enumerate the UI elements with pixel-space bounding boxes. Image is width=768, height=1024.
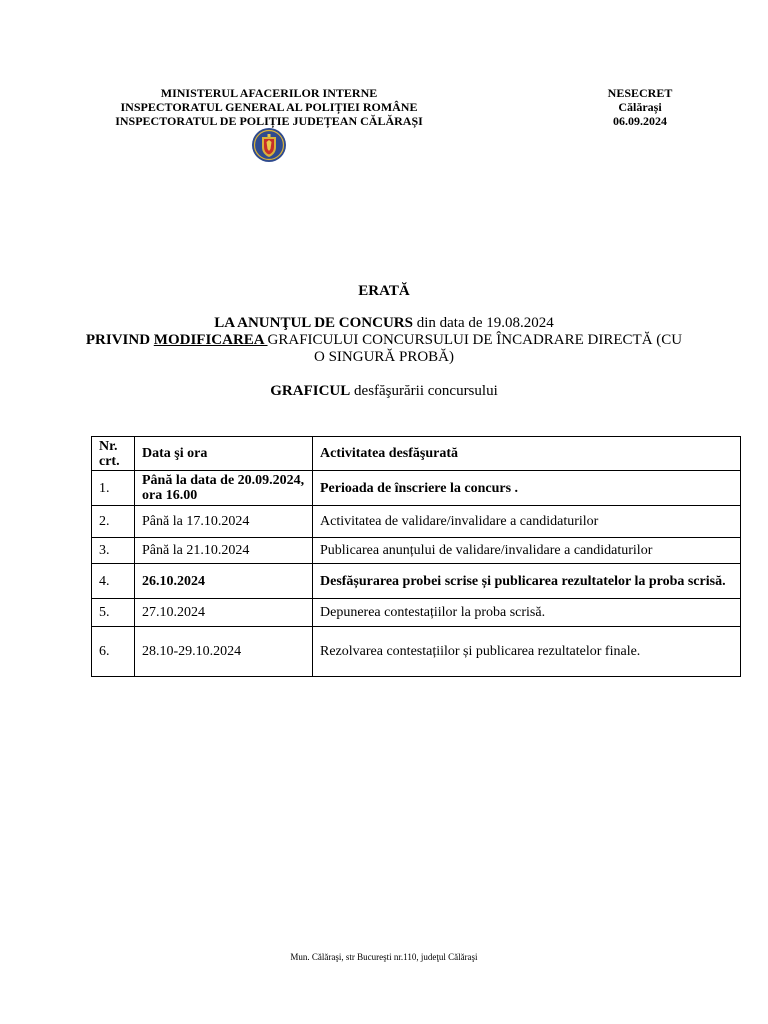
schedule-heading-bold: GRAFICUL	[270, 383, 351, 399]
document-subtitle	[80, 315, 688, 366]
row-activity: Desfășurarea probei scrise și publicarea rezultatelor la proba scrisă.	[313, 564, 741, 599]
table-row	[92, 627, 741, 677]
header-institution	[96, 86, 442, 128]
row-date: Până la 17.10.2024	[135, 506, 313, 538]
header-date-time: Data şi ora	[135, 437, 313, 471]
table-row	[92, 471, 741, 506]
subtitle-line-announcement	[80, 315, 688, 332]
row-activity: Activitatea de validare/invalidare a candidaturilor	[313, 506, 741, 538]
document-date: 06.09.2024	[613, 114, 667, 128]
header-general-inspectorate: INSPECTORATUL GENERAL AL POLIȚIEI ROMÂNE	[120, 100, 418, 114]
romanian-coat-of-arms-icon	[251, 127, 287, 163]
classification-label: NESECRET	[607, 86, 673, 100]
row-date: 26.10.2024	[135, 564, 313, 599]
row-nr: 3.	[92, 538, 135, 564]
row-nr: 2.	[92, 506, 135, 538]
subtitle-modification-rest: GRAFICULUI CONCURSULUI DE ÎNCADRARE DIRECTĂ (CU O SINGURĂ PROBĂ)	[267, 332, 683, 365]
row-nr: 1.	[92, 471, 135, 506]
row-date: 27.10.2024	[135, 599, 313, 627]
row-date: 28.10-29.10.2024	[135, 627, 313, 677]
row-nr: 4.	[92, 564, 135, 599]
schedule-heading	[0, 382, 768, 400]
document-title: ERATĂ	[358, 283, 410, 299]
table-row	[92, 506, 741, 538]
row-nr: 5.	[92, 599, 135, 627]
header-ministry: MINISTERUL AFACERILOR INTERNE	[160, 86, 378, 100]
table-row	[92, 564, 741, 599]
row-activity: Rezolvarea contestațiilor și publicarea rezultatelor finale.	[313, 627, 741, 677]
row-activity: Depunerea contestațiilor la proba scrisă.	[313, 599, 741, 627]
location-label: Călărași	[618, 100, 662, 114]
subtitle-modificarea: MODIFICAREA	[153, 332, 268, 348]
header-classification	[590, 86, 690, 128]
row-date: Până la data de 20.09.2024, ora 16.00	[135, 471, 313, 506]
row-date: Până la 21.10.2024	[135, 538, 313, 564]
row-nr: 6.	[92, 627, 135, 677]
schedule-table	[91, 436, 741, 677]
header-activity: Activitatea desfăşurată	[313, 437, 741, 471]
subtitle-line-modification	[80, 332, 688, 366]
row-activity: Perioada de înscriere la concurs .	[313, 471, 741, 506]
footer-address: Mun. Călăraşi, str Bucureşti nr.110, judeţul Călăraşi	[290, 952, 478, 962]
schedule-heading-rest: desfăşurării concursului	[350, 383, 498, 399]
header-county-inspectorate: INSPECTORATUL DE POLIȚIE JUDEȚEAN CĂLĂRAȘI	[115, 114, 423, 128]
table-row	[92, 599, 741, 627]
table-row	[92, 538, 741, 564]
subtitle-privind: PRIVIND	[85, 332, 154, 348]
subtitle-announcement-bold: LA ANUNŢUL DE CONCURS	[214, 315, 413, 331]
row-activity: Publicarea anunțului de validare/invalidare a candidaturilor	[313, 538, 741, 564]
header-nr-crt: Nr. crt.	[92, 437, 135, 471]
subtitle-announcement-date: din data de 19.08.2024	[412, 315, 554, 331]
table-header-row	[92, 437, 741, 471]
